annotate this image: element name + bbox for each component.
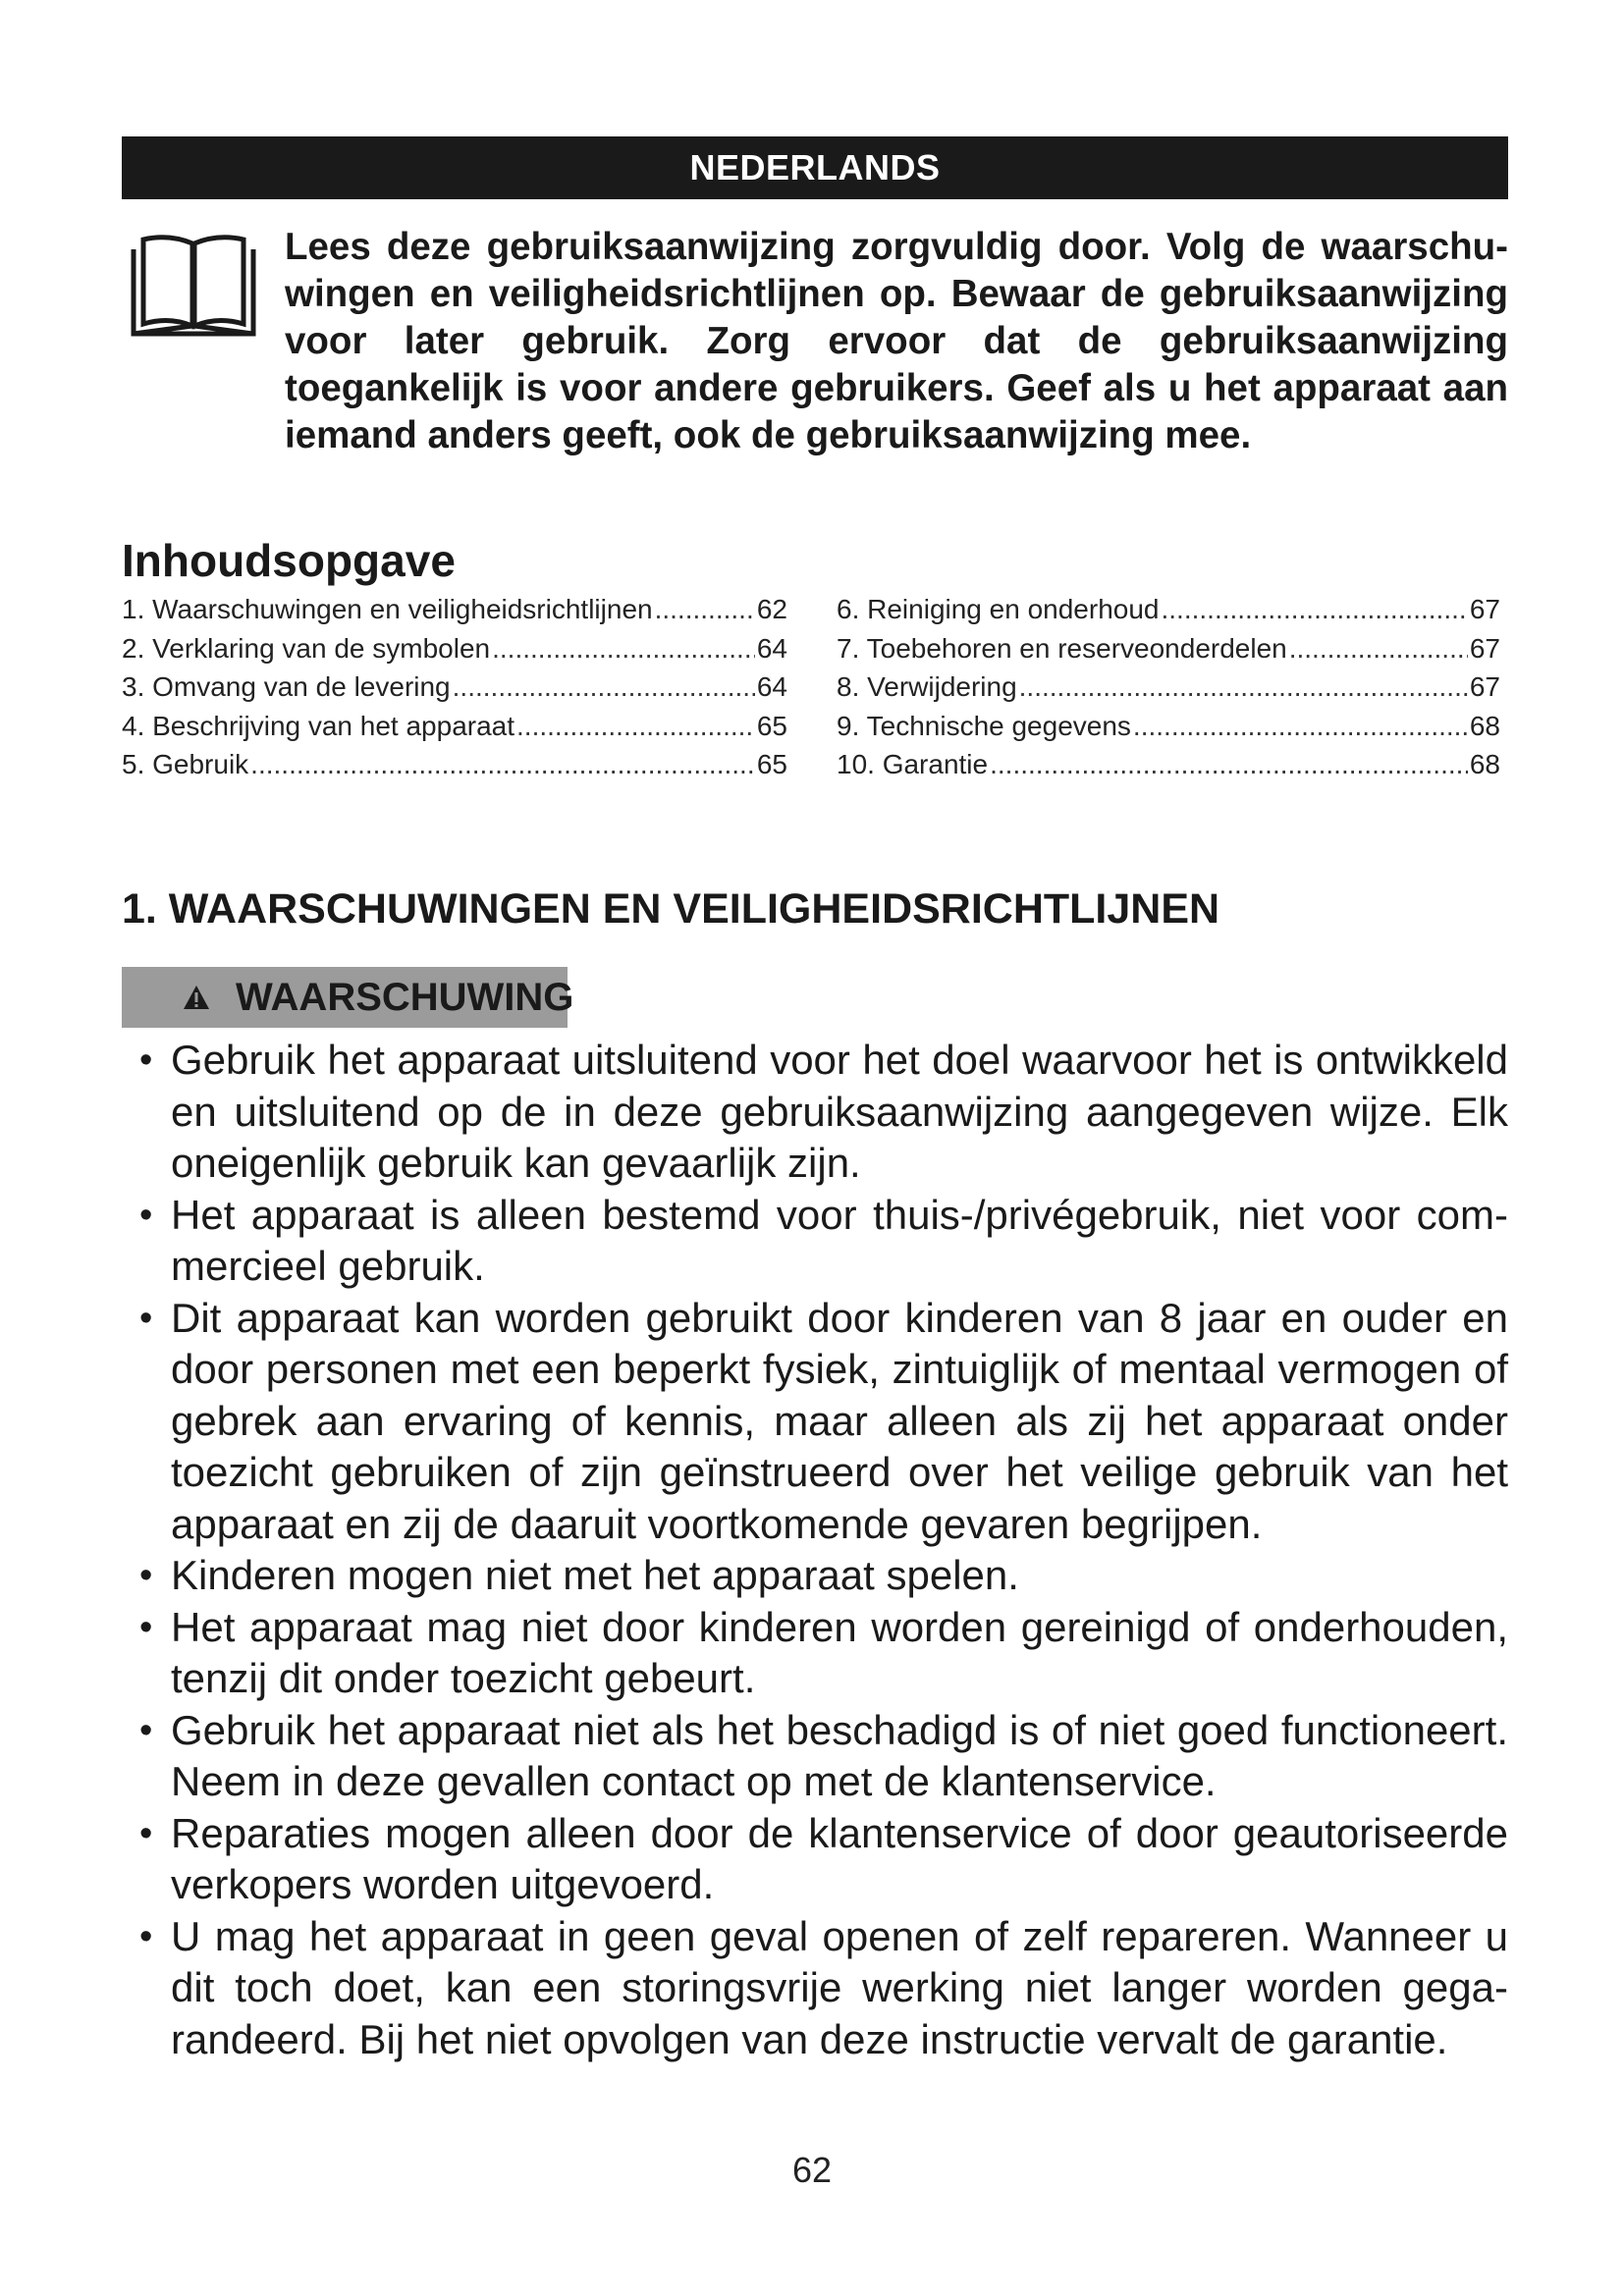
- toc-left-column: [122, 594, 787, 788]
- intro-notice: Lees deze gebruiksaanwijzing zorgvuldig door. Volg de waarschuwingen en veiligheidsrichtlijnen op. Bewaar de gebruiksaanwijzing voor later gebruik. Zorg ervoor dat de gebruiksaanwijzing toegankelijk is voor andere gebruikers. Geef als u het apparaat aan iemand anders geeft, ook de gebruiksaanwijzing mee.: [285, 226, 1508, 456]
- language-header: [122, 136, 1508, 199]
- list-item: • Reparaties mogen alleen door de klantenservice of door geautoriseerde verkopers worden uitgevoerd.: [122, 1808, 1508, 1911]
- warning-label: [183, 972, 573, 1023]
- list-item: • Gebruik het apparaat uitsluitend voor het doel waarvoor het is ontwikkeld en uitsluitend op de in deze gebruiksaanwijzing aangegeven wijze. Elk oneigenlijk gebruik kan gevaarlijk zijn.: [122, 1035, 1508, 1190]
- list-item: • Het apparaat is alleen bestemd voor thuis-/privégebruik, niet voor commercieel gebruik.: [122, 1190, 1508, 1293]
- toc-entry[interactable]: 8. Verwijdering ..... 67: [837, 671, 1500, 711]
- list-item: • Dit apparaat kan worden gebruikt door kinderen van 8 jaar en ouder en door personen met een beperkt fysiek, zintuiglijk of mentaal vermogen of gebrek aan ervaring of kennis, maar alleen als zij het apparaat onder toezicht gebruiken of zijn geïnstrueerd over het veilige gebruik van het apparaat en zij de daaruit voortkomende gevaren begrijpen.: [122, 1293, 1508, 1551]
- list-item: • Gebruik het apparaat niet als het beschadigd is of niet goed functioneert. Neem in deze gevallen contact op met de klantenservice.: [122, 1705, 1508, 1808]
- toc-entry[interactable]: 10. Garantie ..... 68: [837, 749, 1500, 788]
- list-item: • Het apparaat mag niet door kinderen worden gereinigd of onderhouden, tenzij dit onder toezicht gebeurt.: [122, 1602, 1508, 1705]
- toc-entry[interactable]: 2. Verklaring van de symbolen ..... 64: [122, 633, 787, 672]
- open-book-icon: [130, 232, 257, 340]
- toc-entry[interactable]: 1. Waarschuwingen en veiligheidsrichtlijnen ..... 62: [122, 594, 787, 633]
- safety-list: [122, 1035, 1508, 2065]
- toc-entry[interactable]: 6. Reiniging en onderhoud ..... 67: [837, 594, 1500, 633]
- toc-entry[interactable]: 4. Beschrijving van het apparaat ..... 65: [122, 711, 787, 750]
- list-item: • U mag het apparaat in geen geval openen of zelf repareren. Wanneer u dit toch doet, kan een storingsvrije werking niet langer worden gegarandeerd. Bij het niet opvolgen van deze instructie vervalt de garantie.: [122, 1911, 1508, 2066]
- toc-title: Inhoudsopgave: [122, 535, 456, 586]
- language-label: NEDERLANDS: [689, 147, 941, 187]
- page-number: 62: [791, 2150, 833, 2190]
- warning-text: WAARSCHUWING: [236, 975, 574, 1019]
- warning-triangle-icon: [183, 985, 210, 1010]
- toc-entry[interactable]: 3. Omvang van de levering ..... 64: [122, 671, 787, 711]
- section-heading: 1. WAARSCHUWINGEN EN VEILIGHEIDSRICHTLIJNEN: [122, 885, 1220, 933]
- toc-entry[interactable]: 7. Toebehoren en reserveonderdelen ..... 67: [837, 633, 1500, 672]
- toc-entry[interactable]: 5. Gebruik ..... 65: [122, 749, 787, 788]
- list-item: • Kinderen mogen niet met het apparaat spelen.: [122, 1550, 1508, 1602]
- toc-entry[interactable]: 9. Technische gegevens ..... 68: [837, 711, 1500, 750]
- toc-right-column: [837, 594, 1500, 788]
